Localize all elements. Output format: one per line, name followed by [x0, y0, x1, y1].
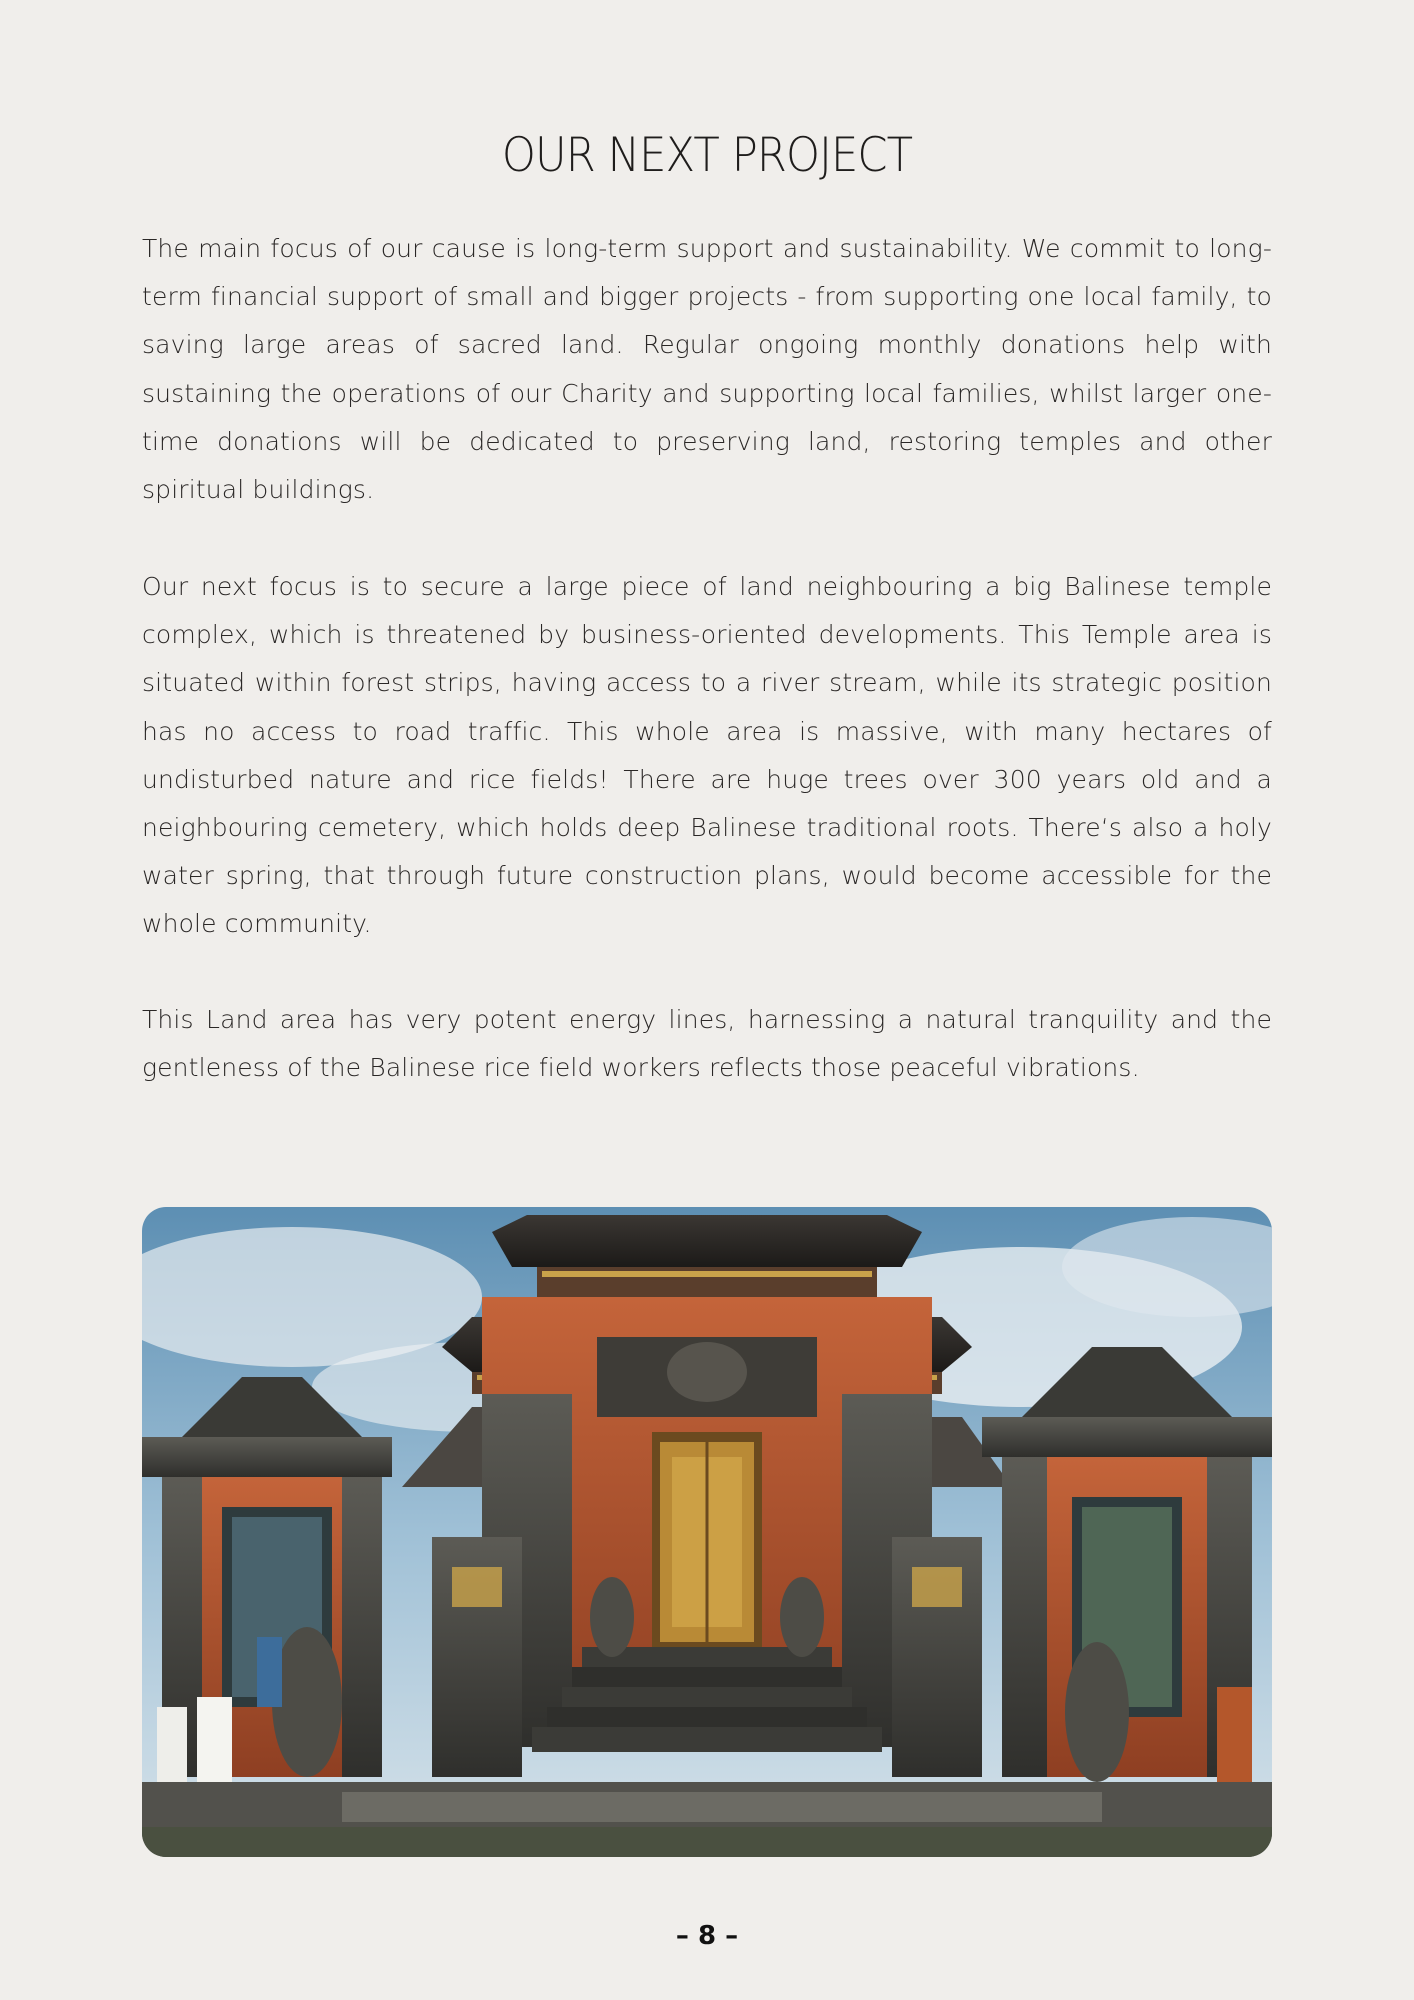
paragraph-3: This Land area has very potent energy lines, harnessing a natural tranquility and the gentleness of the Balinese rice field workers reflects those peaceful vibrations. — [142, 1005, 1272, 1083]
paragraph-2: Our next focus is to secure a large piece of land neighbouring a big Balinese temple complex, which is threatened by business-oriented developments. This Temple area is situated within forest strips, having access to a river stream, while its strategic position has no access to road traffic. This whole area is massive, with many hectares of undisturbed nature and rice fields! There are huge trees over 300 years old and a neighbouring cemetery, which holds deep Balinese traditional roots. There‘s also a holy water spring, that through future construction plans, would become accessible for the whole community. — [142, 572, 1272, 939]
page-title: OUR NEXT PROJECT — [501, 128, 913, 183]
page-number: – 8 – — [675, 1921, 739, 1951]
paragraph-1: The main focus of our cause is long-term support and sustainability. We commit to long-term financial support of small and bigger projects - from supporting one local family, to saving large areas of sacred land. Regular ongoing monthly donations help with sustaining the operations of our Charity and supporting local families, whilst larger one-time donations will be dedicated to preserving land, restoring temples and other spiritual buildings. — [142, 234, 1272, 505]
temple-photo — [142, 1207, 1272, 1857]
